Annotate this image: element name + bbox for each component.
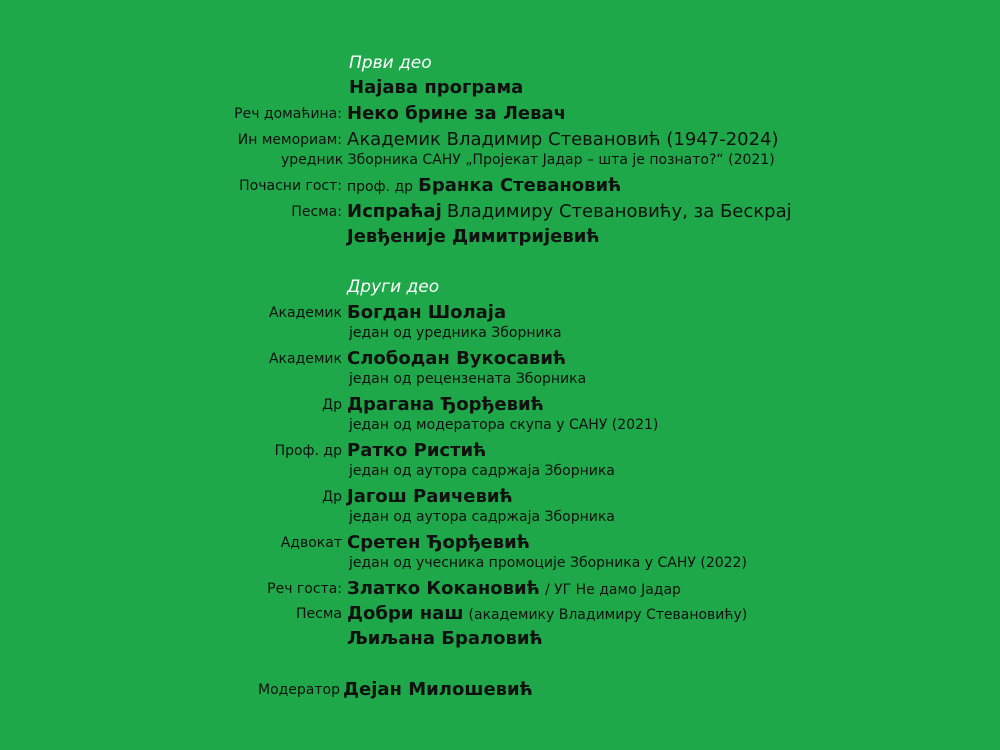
part1-heading-row bbox=[0, 50, 1000, 72]
poem2-author-row bbox=[0, 626, 1000, 648]
part1-heading: Први део bbox=[349, 53, 432, 73]
poem2-label: Песма bbox=[296, 606, 342, 622]
speaker-row bbox=[0, 392, 1000, 414]
poem1-label: Песма: bbox=[291, 204, 342, 220]
guest-word-value bbox=[347, 580, 681, 598]
memoriam-note-row bbox=[0, 149, 1000, 167]
guest-word-name: Златко Кокановић bbox=[347, 578, 540, 599]
poem2-row bbox=[0, 601, 1000, 623]
part2-heading-row bbox=[0, 274, 1000, 296]
poem1-title: Испраћај bbox=[347, 201, 442, 222]
poem1-rest: Владимиру Стевановићу, за Бескрај bbox=[446, 201, 792, 222]
guest-row bbox=[0, 173, 1000, 195]
moderator-name: Дејан Милошевић bbox=[343, 679, 533, 700]
speaker-role: један од аутора садржаја Зборника bbox=[349, 463, 615, 479]
poem2-title: Добри наш bbox=[347, 603, 464, 624]
speaker-role-row bbox=[0, 322, 1000, 340]
poem2-value bbox=[347, 605, 747, 623]
poem1-author: Јевђеније Димитријевић bbox=[347, 226, 600, 247]
speaker-row bbox=[0, 530, 1000, 552]
speaker-title: Др bbox=[322, 397, 342, 413]
speaker-title: Академик bbox=[268, 305, 342, 321]
guest-label-text: Почасни гост: bbox=[239, 178, 342, 194]
program-intro: Најава програма bbox=[349, 77, 524, 98]
speaker-name: Богдан Шолаја bbox=[347, 302, 507, 323]
poem1-author-row bbox=[0, 224, 1000, 246]
speaker-role: један од рецензената Зборника bbox=[349, 371, 587, 387]
guest-label bbox=[239, 179, 342, 193]
speaker-name: Драгана Ђорђевић bbox=[347, 394, 544, 415]
moderator-row bbox=[0, 677, 1000, 699]
speaker-role: један од модератора скупа у САНУ (2021) bbox=[349, 417, 659, 433]
program-intro-row bbox=[0, 75, 1000, 97]
speaker-role-row bbox=[0, 460, 1000, 478]
guest-prefix: проф. др bbox=[347, 179, 414, 195]
poem2-rest: (академику Владимиру Стевановићу) bbox=[468, 607, 748, 623]
speaker-row bbox=[0, 438, 1000, 460]
speaker-role: један од аутора садржаја Зборника bbox=[349, 509, 615, 525]
guest-value bbox=[347, 177, 621, 195]
welcome-row bbox=[0, 101, 1000, 123]
speaker-row bbox=[0, 484, 1000, 506]
guest-word-row bbox=[0, 576, 1000, 598]
guest-word-label: Реч госта: bbox=[267, 581, 342, 597]
speaker-title: Адвокат bbox=[280, 535, 342, 551]
guest-name: Бранка Стевановић bbox=[418, 175, 622, 196]
memoriam-note: уредник Зборника САНУ „Пројекат Јадар – шта је познато?“ (2021) bbox=[281, 152, 775, 168]
speaker-title: Др bbox=[322, 489, 342, 505]
moderator-label: Модератор bbox=[257, 682, 340, 698]
poem1-value bbox=[347, 203, 792, 221]
speaker-name: Сретен Ђорђевић bbox=[347, 532, 530, 553]
speaker-title: Проф. др bbox=[274, 443, 342, 459]
speaker-role-row bbox=[0, 552, 1000, 570]
memoriam-value: Академик Владимир Стевановић (1947-2024) bbox=[347, 129, 779, 150]
speaker-role-row bbox=[0, 506, 1000, 524]
part2-heading: Други део bbox=[347, 277, 440, 297]
welcome-value: Неко брине за Левач bbox=[347, 103, 567, 124]
speaker-name: Ратко Ристић bbox=[347, 440, 487, 461]
speaker-title: Академик bbox=[268, 351, 342, 367]
speaker-role-row bbox=[0, 414, 1000, 432]
poem1-row bbox=[0, 199, 1000, 221]
speaker-row bbox=[0, 300, 1000, 322]
speaker-role: један од учесника промоције Зборника у САНУ (2022) bbox=[349, 555, 747, 571]
speaker-role: један од уредника Зборника bbox=[349, 325, 562, 341]
welcome-label: Реч домаћина: bbox=[234, 106, 342, 122]
speaker-name: Слободан Вукосавић bbox=[347, 348, 567, 369]
speaker-row bbox=[0, 346, 1000, 368]
speaker-name: Јагош Раичевић bbox=[347, 486, 513, 507]
poem2-author: Љиљана Браловић bbox=[347, 628, 543, 649]
memoriam-row bbox=[0, 127, 1000, 149]
guest-word-suffix: / УГ Не дамо Јадар bbox=[544, 582, 681, 598]
memoriam-label: Ин мемориам: bbox=[237, 132, 342, 148]
speaker-role-row bbox=[0, 368, 1000, 386]
